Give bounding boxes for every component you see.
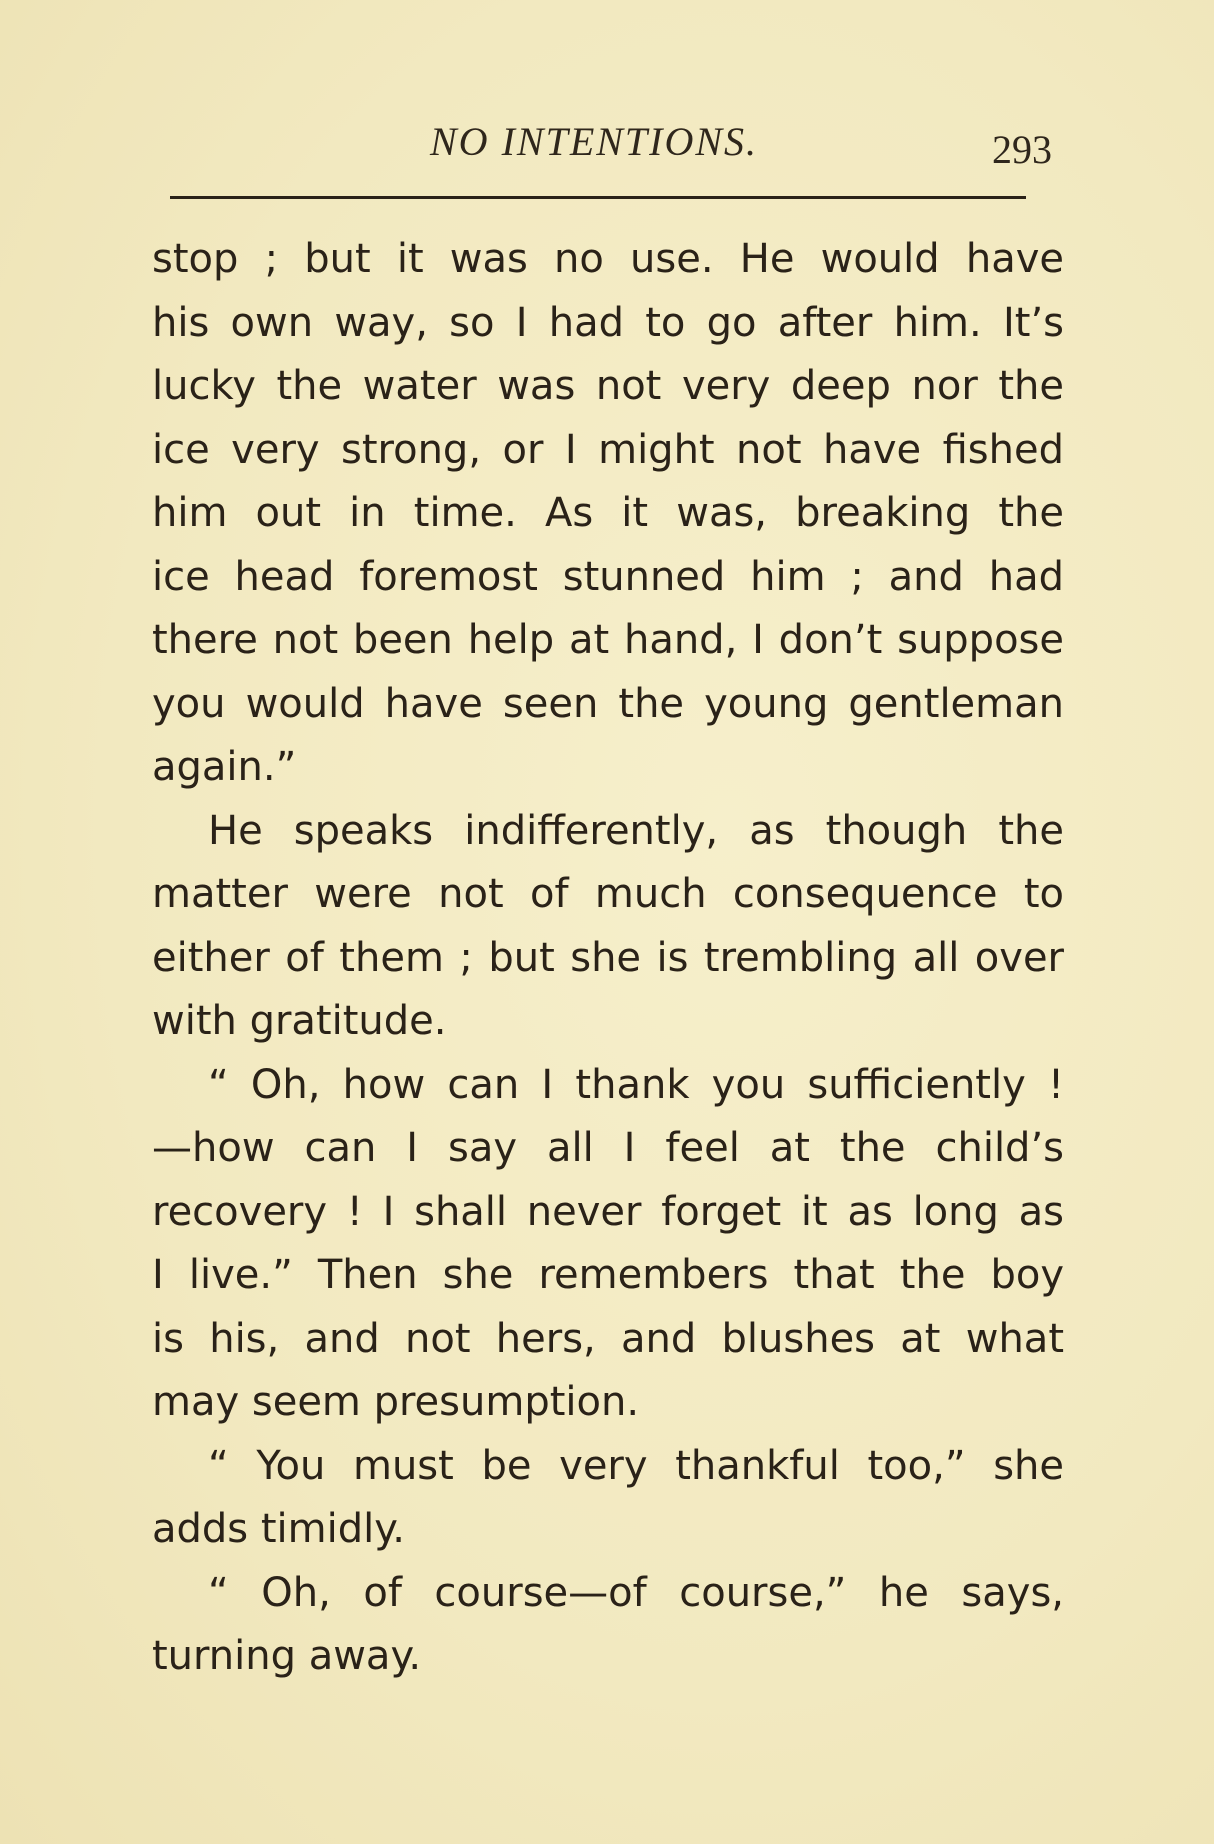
text-line: “ You must be very thankful too,” she bbox=[208, 1442, 1064, 1489]
text-line: stop ; but it was no use. He would have bbox=[152, 236, 1064, 282]
text-line: lucky the water was not very deep nor the bbox=[152, 363, 1064, 409]
text-line: is his, and not hers, and blushes at what bbox=[152, 1315, 1064, 1362]
text-line: I live.” Then she remembers that the boy bbox=[152, 1252, 1064, 1298]
page-number: 293 bbox=[992, 127, 1052, 172]
text-line: adds timidly. bbox=[152, 1506, 405, 1552]
text-line: his own way, so I had to go after him. It’s bbox=[152, 299, 1064, 346]
text-line: “ Oh, how can I thank you sufficiently ! bbox=[208, 1061, 1064, 1108]
text-line: “ Oh, of course—of course,” he says, bbox=[208, 1569, 1064, 1616]
text-line: either of them ; but she is trembling all over bbox=[152, 934, 1064, 981]
text-line: matter were not of much consequence to bbox=[152, 871, 1064, 917]
text-line: turning away. bbox=[152, 1633, 422, 1679]
text-line: with gratitude. bbox=[152, 998, 447, 1044]
text-line: there not been help at hand, I don’t suppose bbox=[152, 617, 1064, 663]
text-line: again.” bbox=[152, 744, 297, 790]
running-head bbox=[0, 112, 1214, 172]
text-line: recovery ! I shall never forget it as long as bbox=[152, 1188, 1064, 1235]
text-line: —how can I say all I feel at the child’s bbox=[152, 1125, 1064, 1171]
text-line: He speaks indifferently, as though the bbox=[208, 807, 1064, 854]
body-text bbox=[152, 228, 1064, 1689]
text-line: ice very strong, or I might not have fished bbox=[152, 426, 1064, 473]
running-title: NO INTENTIONS. bbox=[430, 119, 759, 164]
header-rule bbox=[170, 196, 1026, 199]
text-line: ice head foremost stunned him ; and had bbox=[152, 553, 1064, 600]
text-line: him out in time. As it was, breaking the bbox=[152, 490, 1064, 536]
text-line: may seem presumption. bbox=[152, 1379, 640, 1425]
text-line: you would have seen the young gentleman bbox=[152, 680, 1064, 727]
